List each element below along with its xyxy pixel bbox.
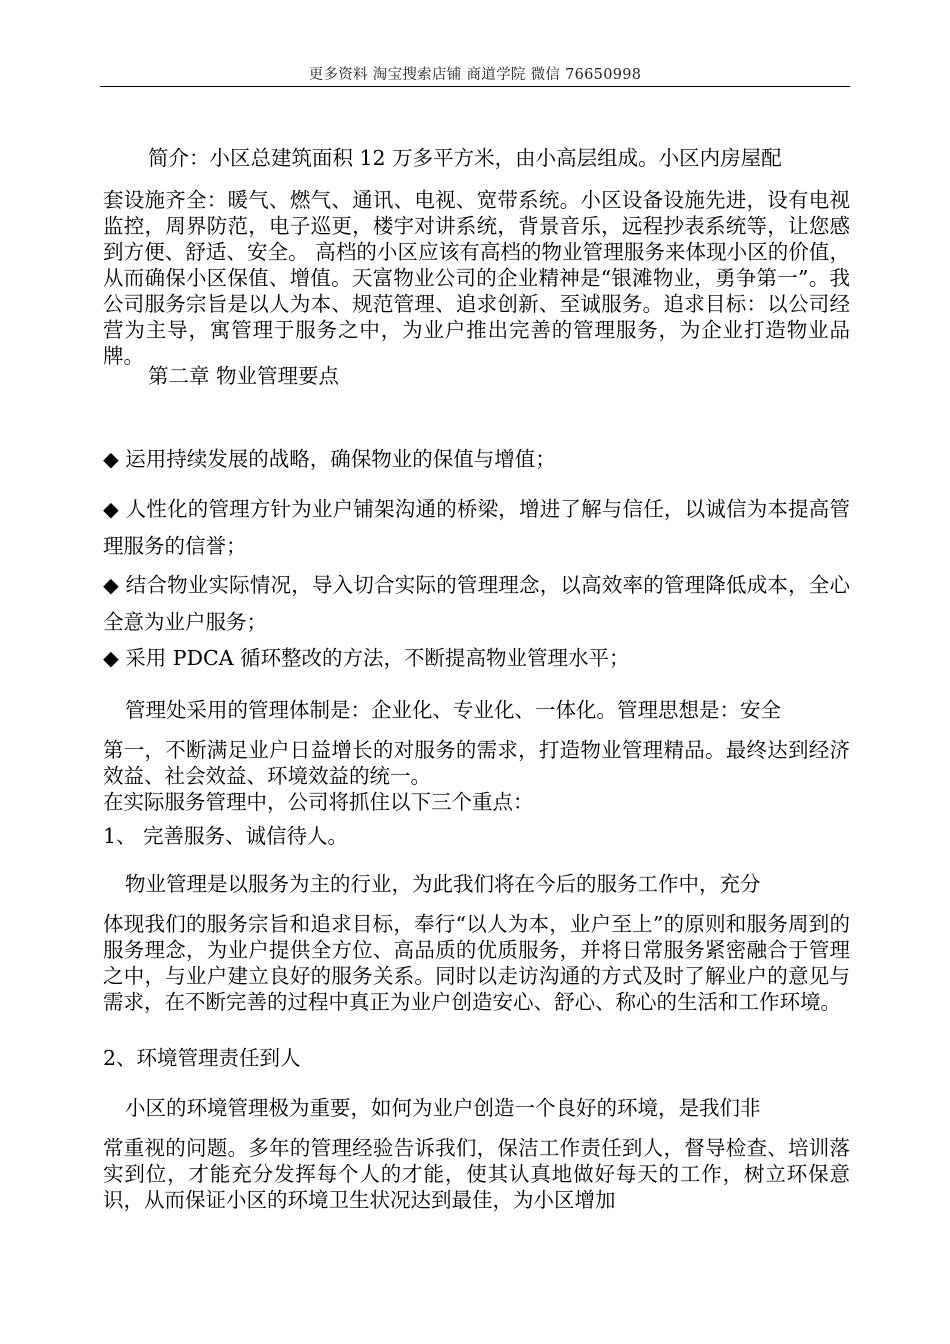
point2-first-line: 小区的环境管理极为重要，如何为业户创造一个良好的环境，是我们非 xyxy=(125,1096,761,1120)
bullet-item: ◆ 采用 PDCA 循环整改的方法，不断提高物业管理水平； xyxy=(103,646,630,670)
point1-first-line: 物业管理是以服务为主的行业，为此我们将在今后的服务工作中，充分 xyxy=(125,872,761,896)
system-first-line: 管理处采用的管理体制是：企业化、专业化、一体化。管理思想是：安全 xyxy=(125,698,781,722)
intro-first-line: 简介：小区总建筑面积 12 万多平方米，由小高层组成。小区内房屋配 xyxy=(148,146,782,170)
header-rule xyxy=(100,86,850,87)
point2-paragraph: 常重视的问题。多年的管理经验告诉我们，保洁工作责任到人，督导检查、培训落实到位，才能充分发挥每个人的才能，使其认真地做好每天的工作，树立环保意识，从而保证小区的环境卫生状况达到最佳，为小区增加 xyxy=(103,1136,850,1212)
page-header: 更多资料 淘宝搜索店铺 商道学院 微信 76650998 xyxy=(308,67,642,83)
point1-paragraph: 体现我们的服务宗旨和追求目标，奉行“以人为本，业户至上”的原则和服务周到的服务理念，为业户提供全方位、高品质的优质服务，并将日常服务紧密融合于管理之中，与业户建立良好的服务关系。同时以走访沟通的方式及时了解业户的意见与需求，在不断完善的过程中真正为业户创造安心、舒心、称心的生活和工作环境。 xyxy=(103,912,850,1014)
point1-title: 1、 完善服务、诚信待人。 xyxy=(103,824,349,848)
bullet-item: ◆ 运用持续发展的战略，确保物业的保值与增值； xyxy=(103,447,556,471)
system-paragraph: 第一，不断满足业户日益增长的对服务的需求，打造物业管理精品。最终达到经济效益、社会效益、环境效益的统一。 xyxy=(103,738,850,788)
intro-paragraph: 套设施齐全：暖气、燃气、通讯、电视、宽带系统。小区设备设施先进，设有电视监控，周界防范，电子巡更，楼宇对讲系统，背景音乐，远程抄表系统等，让您感到方便、舒适、安全。 高档的小区应该有高档的物业管理服务来体现小区的价值，从而确保小区保值、增值。天富物业公司的企业精神是“银滩物业，勇争第一”。我公司服务宗旨是以人为本、规范管理、追求创新、至诚服务。追求目标：以公司经营为主导，寓管理于服务之中，为业户推出完善的管理服务，为企业打造物业品牌。 xyxy=(103,188,850,368)
bullet-item: ◆ 结合物业实际情况，导入切合实际的管理理念，以高效率的管理降低成本，全心全意为业户服务； xyxy=(103,573,850,634)
point2-title: 2、环境管理责任到人 xyxy=(103,1046,301,1070)
chapter-title: 第二章 物业管理要点 xyxy=(148,364,340,388)
system-lead: 在实际服务管理中，公司将抓住以下三个重点： xyxy=(103,790,534,814)
bullet-item: ◆ 人性化的管理方针为业户铺架沟通的桥梁，增进了解与信任，以诚信为本提高管理服务的信誉； xyxy=(103,497,850,558)
